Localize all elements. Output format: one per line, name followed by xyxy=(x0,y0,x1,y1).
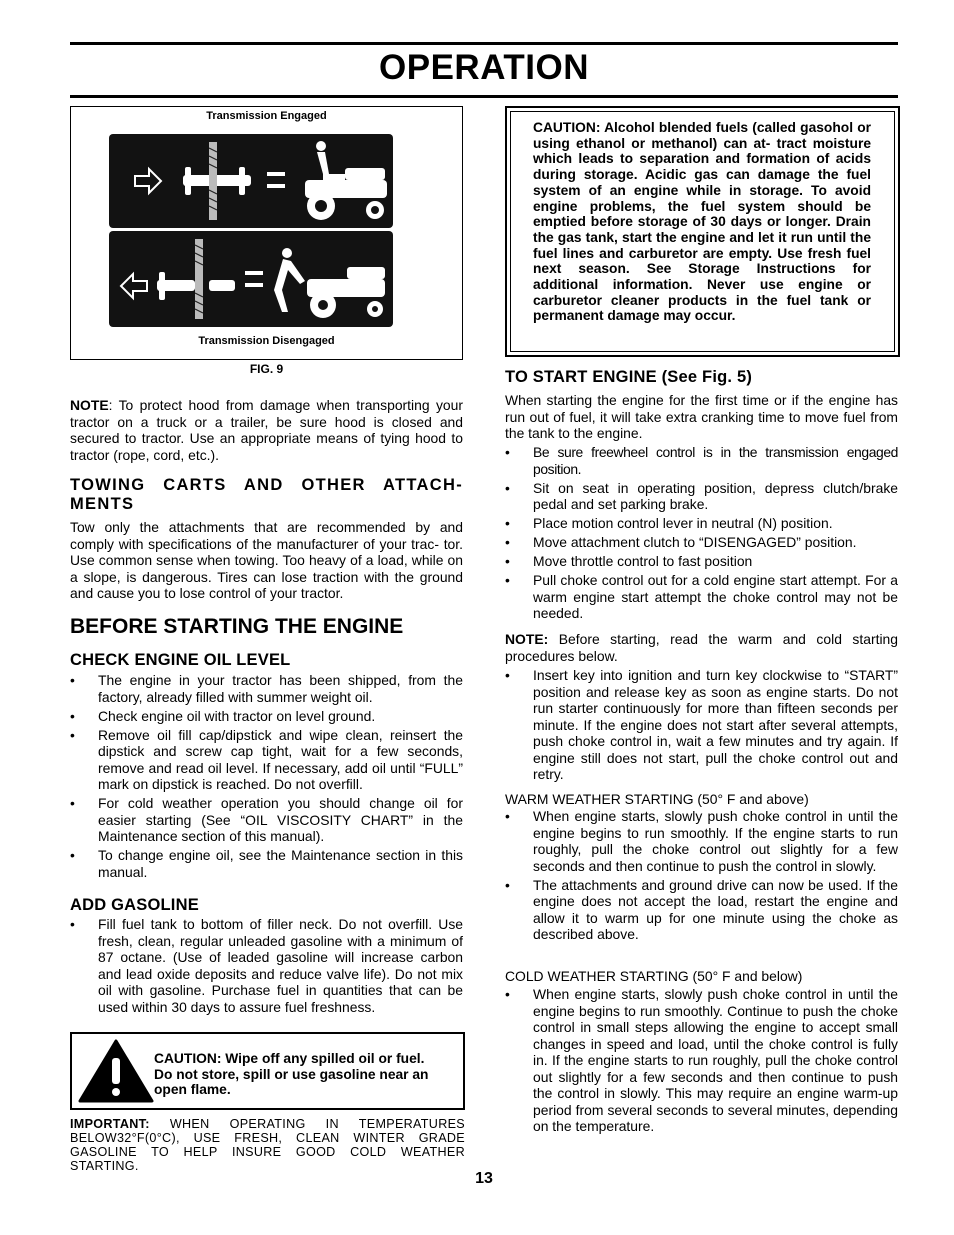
header-bottom-rule xyxy=(70,95,898,98)
equals-icon xyxy=(267,172,285,188)
to-start-heading: TO START ENGINE (See Fig. 5) xyxy=(505,368,753,386)
list-item: • Insert key into ignition and turn key clockwise to “START” position and release key as soon as engine starts. Do not run starter continuously for more than fifteen seconds per minute. If the engine does not start after several attempts, push choke control in, wait a few minutes and try again. If engine still does not start, pull the choke control out and retry. xyxy=(505,667,898,783)
to-start-list-2 xyxy=(505,667,898,785)
figure-9 xyxy=(70,106,463,360)
list-item: • The attachments and ground drive can now be used. If the engine does not accept the load, restart the engine and allow it to warm up for one minute using the choke as described above. xyxy=(505,877,898,943)
list-item: • Move attachment clutch to “DISENGAGED” position. xyxy=(505,534,898,551)
list-item: • Sit on seat in operating position, depress clutch/brake pedal and set parking brake. xyxy=(505,480,898,513)
equals-icon xyxy=(245,271,263,287)
disengaged-panel xyxy=(109,231,393,327)
list-item: • Check engine oil with tractor on level ground. xyxy=(70,708,463,725)
caution-spill-box xyxy=(70,1032,465,1110)
important-text: WHEN OPERATING IN TEMPERATURES BELOW32°F(0°C), USE FRESH, CLEAN WINTER GRADE GASOLINE TO HELP INSURE GOOD COLD WEATHER STARTING. xyxy=(70,1117,465,1173)
cold-list xyxy=(505,986,898,1137)
note-label: NOTE xyxy=(70,397,109,413)
transmission-engaged-illustration xyxy=(109,134,393,228)
towing-text: Tow only the attachments that are recommended by and comply with specifications of the manufacturer of your trac- tor. Use common sense when towing. Too heavy of a load, while on a slope, is dangerous. Tires can lose traction with the ground and cause you to lose control of your tractor. xyxy=(70,519,463,601)
note-hood xyxy=(70,397,463,463)
list-item: • Pull choke control out for a cold engine start attempt. For a warm engine start attempt the choke control may not be needed. xyxy=(505,572,898,622)
list-item: • Remove oil fill cap/dipstick and wipe clean, reinsert the dipstick and screw cap tight, wait for a few seconds, remove and read oil level. If necessary, add oil until “FULL” mark on dipstick is reached. Do not overfill. xyxy=(70,727,463,793)
caution-spill-text: CAUTION: Wipe off any spilled oil or fuel. Do not store, spill or use gasoline near an open flame. xyxy=(154,1051,429,1098)
check-oil-list xyxy=(70,672,463,883)
figure-caption: FIG. 9 xyxy=(249,362,284,376)
arrow-right-icon xyxy=(135,169,161,193)
note-text: : To protect hood from damage when transporting your tractor on a truck or a trailer, be sure hood is closed and secured to tractor. Use an appropriate means of tying hood to tractor (rope, cord, etc.). xyxy=(70,397,463,463)
engaged-panel xyxy=(109,134,393,228)
page-number: 13 xyxy=(475,1170,493,1187)
warm-heading: WARM WEATHER STARTING (50° F and above) xyxy=(505,791,809,807)
person-pushing-tractor-icon xyxy=(274,248,385,318)
shaft-disengaged-icon xyxy=(157,239,235,319)
list-item: • Fill fuel tank to bottom of filler neck. Do not overfill. Use fresh, clean, regular unleaded gasoline with a minimum of 87 octane. (Use of leaded gasoline will increase carbon and lead oxide deposits and reduce valve life). Do not mix oil with gasoline. Purchase fuel in quantities that can be used within 30 days to assure fuel freshness. xyxy=(70,916,463,1015)
figure-top-label: Transmission Engaged xyxy=(206,110,327,122)
add-gasoline-list xyxy=(70,916,463,1018)
important-note xyxy=(70,1117,465,1173)
shaft-engaged-icon xyxy=(183,142,251,220)
rider-tractor-icon xyxy=(305,141,387,220)
list-item: • To change engine oil, see the Maintenance section in this manual. xyxy=(70,847,463,880)
to-start-note xyxy=(505,631,898,664)
to-start-intro: When starting the engine for the first time or if the engine has run out of fuel, it will take extra cranking time to move fuel from the tank to the engine. xyxy=(505,392,898,441)
list-item: • When engine starts, slowly push choke control in until the engine begins to run smoothly. If the engine starts to run roughly, pull the choke control out slightly for a few seconds and then continue to push the control in slowly. xyxy=(505,808,898,874)
figure-bottom-label: Transmission Disengaged xyxy=(198,335,335,347)
list-item: • Move throttle control to fast position xyxy=(505,553,898,570)
before-starting-heading: BEFORE STARTING THE ENGINE xyxy=(70,615,404,638)
list-item: • The engine in your tractor has been shipped, from the factory, already filled with summer weight oil. xyxy=(70,672,463,705)
check-oil-heading: CHECK ENGINE OIL LEVEL xyxy=(70,651,291,669)
to-start-note-text: Before starting, read the warm and cold starting procedures below. xyxy=(505,631,898,664)
important-label: IMPORTANT: xyxy=(70,1117,150,1131)
caution-alcohol-text: CAUTION: Alcohol blended fuels (called gasohol or using ethanol or methanol) can at- tract moisture which leads to separation and formation of acids during storage. Acidic gas can damage the fuel system of an engine while in storage. To avoid engine problems, the fuel system should be emptied before storage of 30 days or longer. Drain the gas tank, start the engine and let it run until the fuel lines and carburetor are empty. Use fresh fuel next season. See Storage Instructions for additional information. Never use engine or carburetor cleaner products in the fuel tank or permanent damage may occur. xyxy=(533,120,871,324)
transmission-disengaged-illustration xyxy=(109,231,393,327)
header-top-rule xyxy=(70,42,898,45)
to-start-list xyxy=(505,444,898,625)
towing-heading: TOWING CARTS AND OTHER ATTACH- MENTS xyxy=(70,476,463,513)
caution-alcohol-box xyxy=(505,106,900,357)
list-item: • Place motion control lever in neutral (N) position. xyxy=(505,515,898,532)
cold-heading: COLD WEATHER STARTING (50° F and below) xyxy=(505,968,803,984)
to-start-note-label: NOTE: xyxy=(505,631,549,647)
warm-list xyxy=(505,808,898,945)
add-gasoline-heading: ADD GASOLINE xyxy=(70,896,199,914)
list-item: • Be sure freewheel control is in the transmission engaged position. xyxy=(505,444,898,477)
warning-icon xyxy=(77,1038,155,1104)
list-item: • When engine starts, slowly push choke control in until the engine begins to run smoothly. Continue to push the choke control in small steps allowing the engine to accept small changes in speed and load, until the choke control is fully in. If the engine starts to run roughly, pull the choke control out slightly for a few seconds and then continue to push the control in slowly. This may require an engine warm-up period from several seconds to several minutes, depending on the temperature. xyxy=(505,986,898,1135)
arrow-left-icon xyxy=(121,274,147,298)
page-title: OPERATION xyxy=(379,48,589,87)
list-item: • For cold weather operation you should change oil for easier starting (See “OIL VISCOSITY CHART” in the Maintenance section of this manual). xyxy=(70,795,463,845)
